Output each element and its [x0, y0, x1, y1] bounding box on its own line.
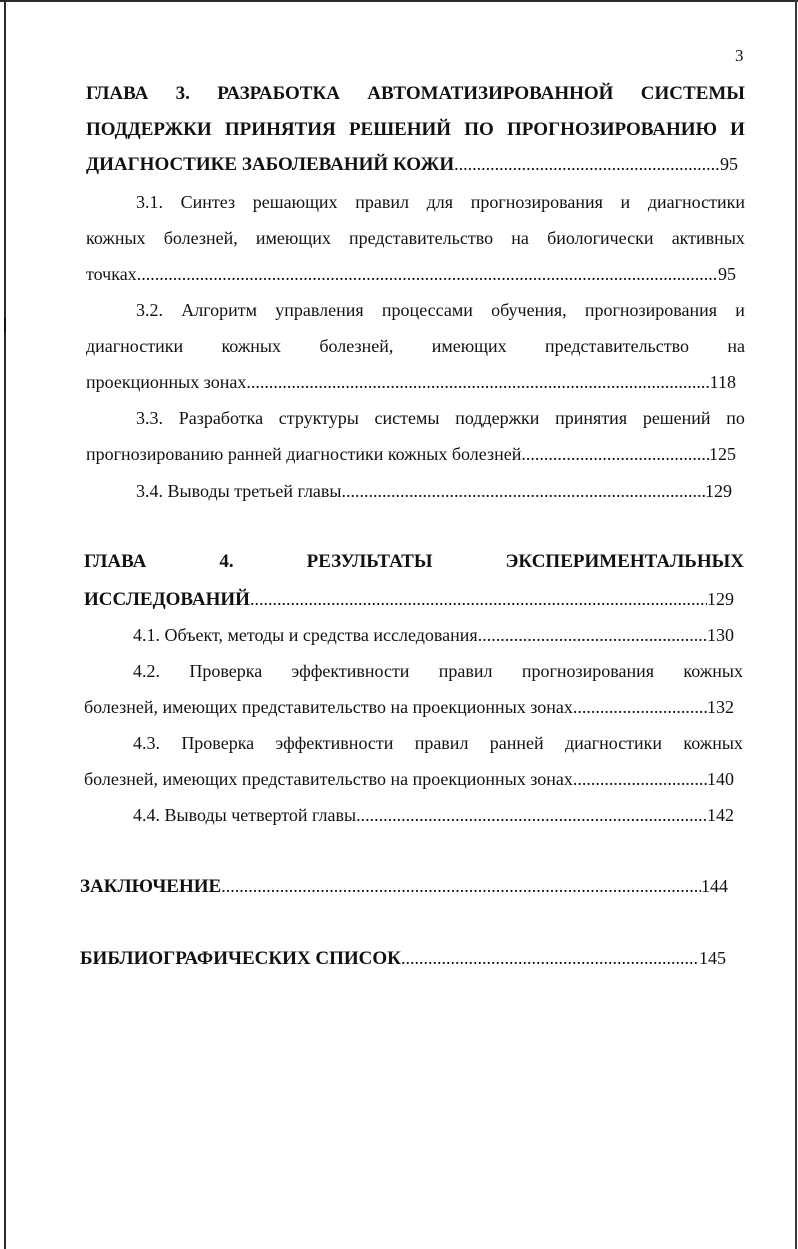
bibliography-title: БИБЛИОГРАФИЧЕСКИХ СПИСОК [80, 948, 401, 969]
dot-leader [221, 874, 701, 898]
page-ref: 144 [701, 876, 728, 896]
word: биологически [547, 228, 654, 248]
word: Проверка [189, 661, 263, 681]
scan-border-top [0, 0, 798, 2]
word: решающих [252, 192, 338, 212]
word: болезней, [163, 228, 238, 248]
dot-leader [401, 946, 699, 970]
word: диагностики [86, 336, 184, 356]
word: РЕЗУЛЬТАТЫ [306, 551, 433, 572]
toc-entry-3-3[interactable] [86, 442, 736, 466]
page-ref: 95 [720, 154, 738, 174]
section-4-3-line1 [133, 731, 743, 755]
page-ref: 140 [707, 769, 734, 789]
word: ПОДДЕРЖКИ [86, 119, 212, 140]
word: ГЛАВА [86, 83, 149, 104]
dot-leader [521, 442, 709, 466]
page-ref: 129 [707, 589, 734, 609]
word: кожных [86, 228, 146, 248]
word: прогнозирования [470, 192, 603, 212]
word: решений [642, 408, 711, 428]
word: ЭКСПЕРИМЕНТАЛЬНЫХ [505, 551, 744, 572]
word: и [735, 300, 745, 320]
word: эффективности [275, 733, 394, 753]
toc-entry-3-1[interactable] [86, 262, 736, 286]
dot-leader [573, 767, 707, 791]
word: диагностики [564, 733, 663, 753]
dot-leader [454, 152, 720, 176]
word: принятия [555, 408, 628, 428]
section-3-1-line3: точках [86, 264, 137, 284]
dot-leader [478, 623, 707, 647]
word: 3.3. [136, 408, 163, 428]
word: РЕШЕНИЙ [348, 119, 452, 140]
section-3-1-line1 [136, 190, 745, 214]
toc-entry-3-4[interactable] [136, 479, 732, 503]
word: обучения, [491, 300, 567, 320]
word: 3.2. [136, 300, 163, 320]
dot-leader [573, 695, 707, 719]
dot-leader [246, 370, 709, 394]
word: активных [671, 228, 745, 248]
section-4-4-title: 4.4. Выводы четвертой главы [133, 805, 357, 825]
word: эффективности [291, 661, 410, 681]
page-ref: 130 [707, 625, 734, 645]
page-ref: 95 [718, 264, 736, 284]
word: И [730, 119, 745, 140]
scan-border-right [795, 0, 797, 1249]
word: АВТОМАТИЗИРОВАННОЙ [367, 83, 614, 104]
word: на [727, 336, 745, 356]
section-3-3-line1 [136, 406, 745, 430]
word: ПРИНЯТИЯ [224, 119, 336, 140]
word: управления [275, 300, 364, 320]
word: 3. [175, 83, 190, 104]
word: 4.2. [133, 661, 160, 681]
chapter4-title-line1 [84, 550, 744, 574]
page-ref: 145 [699, 948, 726, 968]
toc-entry-chapter3[interactable] [86, 152, 738, 177]
section-4-2-line2: болезней, имеющих представительство на проекционных зонах [84, 697, 573, 717]
section-3-2-line1 [136, 298, 745, 322]
word: РАЗРАБОТКА [217, 83, 340, 104]
toc-entry-chapter4[interactable] [84, 587, 734, 612]
word: 4. [219, 551, 234, 572]
page-ref: 132 [707, 697, 734, 717]
word: СИСТЕМЫ [640, 83, 745, 104]
dot-leader [250, 587, 707, 611]
toc-entry-conclusion[interactable] [80, 874, 728, 899]
word: 4.3. [133, 733, 160, 753]
word: представительство [544, 336, 690, 356]
section-4-3-line2: болезней, имеющих представительство на проекционных зонах [84, 769, 573, 789]
section-4-1-title: 4.1. Объект, методы и средства исследования [133, 625, 478, 645]
word: правил [438, 661, 493, 681]
word: кожных [683, 661, 743, 681]
dot-leader [137, 262, 718, 286]
word: Разработка [178, 408, 264, 428]
word: прогнозирования [584, 300, 718, 320]
scan-mark [4, 318, 6, 332]
word: системы [374, 408, 440, 428]
word: поддержки [455, 408, 540, 428]
chapter3-title-line1 [86, 82, 745, 106]
toc-entry-4-3[interactable] [84, 767, 734, 791]
word: на [511, 228, 529, 248]
section-3-4-title: 3.4. Выводы третьей главы [136, 481, 342, 501]
word: диагностики [647, 192, 745, 212]
word: кожных [221, 336, 282, 356]
page-ref: 129 [705, 481, 732, 501]
word: ранней [489, 733, 544, 753]
toc-entry-3-2[interactable] [86, 370, 736, 394]
section-3-2-line3: проекционных зонах [86, 372, 247, 392]
page-ref: 125 [709, 444, 736, 464]
word: Проверка [181, 733, 255, 753]
toc-entry-4-4[interactable] [133, 803, 734, 827]
toc-entry-4-2[interactable] [84, 695, 734, 719]
word: Синтез [180, 192, 236, 212]
word: прогнозирования [521, 661, 655, 681]
word: Алгоритм [181, 300, 258, 320]
chapter3-title-line2 [86, 118, 745, 142]
toc-entry-4-1[interactable] [133, 623, 734, 647]
conclusion-title: ЗАКЛЮЧЕНИЕ [80, 876, 222, 897]
word: кожных [683, 733, 743, 753]
word: имеющих [431, 336, 507, 356]
word: 3.1. [136, 192, 163, 212]
page-number: 3 [735, 46, 744, 65]
word: для [426, 192, 454, 212]
section-3-2-line2 [86, 334, 745, 358]
word: ПРОГНОЗИРОВАНИЮ [507, 119, 717, 140]
word: процессами [381, 300, 473, 320]
word: болезней, [319, 336, 394, 356]
word: структуры [278, 408, 359, 428]
dot-leader [356, 803, 707, 827]
scan-border-left [4, 0, 6, 1249]
word: правил [414, 733, 469, 753]
word: правил [355, 192, 409, 212]
dot-leader [342, 479, 705, 503]
page-ref: 118 [709, 372, 736, 392]
word: по [726, 408, 745, 428]
chapter4-title-line2: ИССЛЕДОВАНИЙ [84, 589, 250, 610]
word: ГЛАВА [84, 551, 147, 572]
word: ПО [464, 119, 494, 140]
word: представительство [349, 228, 494, 248]
page-ref: 142 [707, 805, 734, 825]
word: и [620, 192, 631, 212]
section-3-1-line2 [86, 226, 745, 250]
section-4-2-line1 [133, 659, 743, 683]
section-3-3-line2: прогнозированию ранней диагностики кожных болезней [86, 444, 522, 464]
word: имеющих [255, 228, 331, 248]
toc-entry-bibliography[interactable] [80, 946, 726, 971]
chapter3-title-line3: ДИАГНОСТИКЕ ЗАБОЛЕВАНИЙ КОЖИ [86, 154, 455, 175]
